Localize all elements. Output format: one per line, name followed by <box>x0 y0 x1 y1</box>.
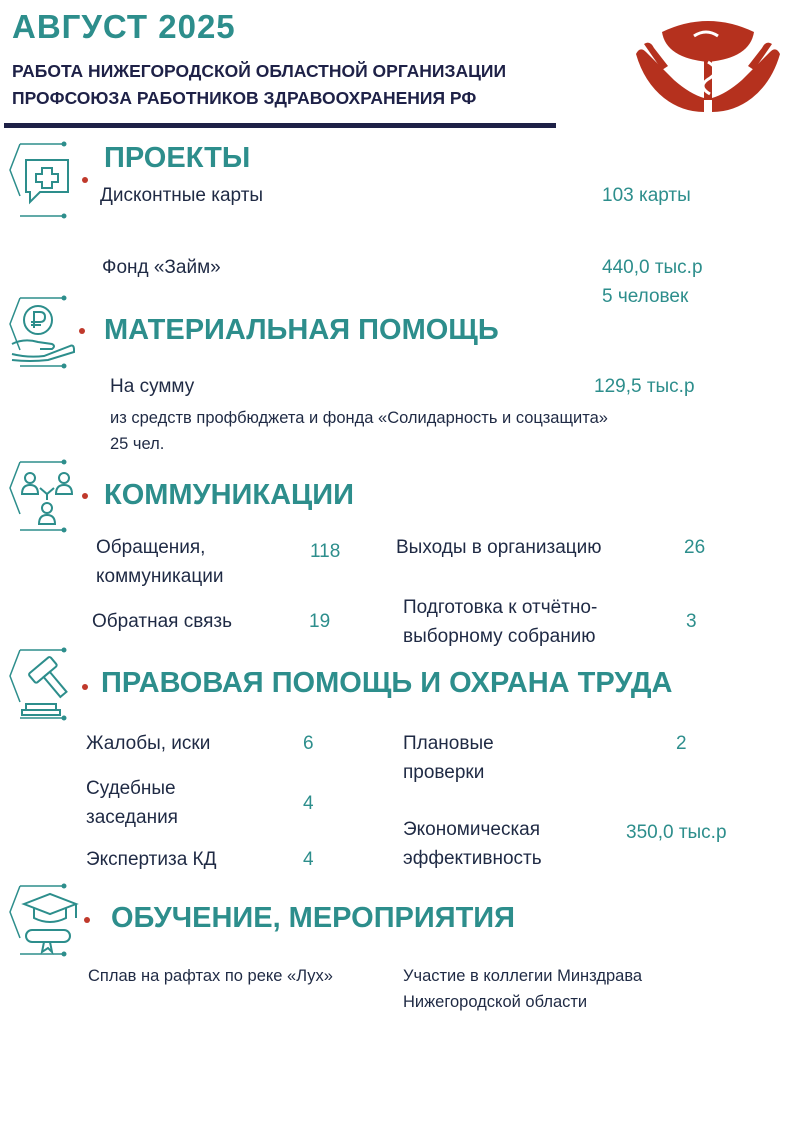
discount-cards-value: 103 карты <box>602 185 691 206</box>
page-title: АВГУСТ 2025 <box>12 8 236 45</box>
section-title-legal-aid: ПРАВОВАЯ ПОМОЩЬ И ОХРАНА ТРУДА <box>101 667 673 699</box>
efficiency-label-line-1: Экономическая <box>403 819 541 840</box>
efficiency-label-line-2: эффективность <box>403 848 542 869</box>
complaints-value: 6 <box>303 733 314 754</box>
meeting-prep-label-line-1: Подготовка к отчётно- <box>403 597 598 618</box>
section-title-projects: ПРОЕКТЫ <box>104 142 251 174</box>
bullet-projects <box>82 177 88 183</box>
feedback-label: Обратная связь <box>92 611 232 632</box>
visits-label: Выходы в организацию <box>396 537 602 558</box>
appeals-label-line-2: коммуникации <box>96 566 224 587</box>
section-title-communications: КОММУНИКАЦИИ <box>104 479 354 511</box>
appeals-value: 118 <box>310 541 341 562</box>
appeals-label-line-1: Обращения, <box>96 537 206 558</box>
section-title-education: ОБУЧЕНИЕ, МЕРОПРИЯТИЯ <box>111 902 515 934</box>
inspections-label-line-1: Плановые <box>403 733 494 754</box>
aid-sum-label: На сумму <box>110 376 195 397</box>
subtitle-line-1: РАБОТА НИЖЕГОРОДСКОЙ ОБЛАСТНОЙ ОРГАНИЗАЦИИ <box>12 61 507 81</box>
loan-fund-value: 440,0 тыс.р <box>602 257 703 278</box>
loan-fund-people: 5 человек <box>602 286 689 307</box>
meeting-prep-label-line-2: выборному собранию <box>403 626 596 647</box>
expertise-value: 4 <box>303 849 314 870</box>
rafting-event: Сплав на рафтах по реке «Лух» <box>88 967 333 985</box>
complaints-label: Жалобы, иски <box>86 733 211 754</box>
court-hearings-value: 4 <box>303 793 314 814</box>
people-network-icon <box>4 458 90 544</box>
meeting-prep-value: 3 <box>686 611 697 632</box>
graduation-cap-icon <box>4 882 90 968</box>
collegium-event-line-2: Нижегородской области <box>403 993 588 1011</box>
section-title-material-aid: МАТЕРИАЛЬНАЯ ПОМОЩЬ <box>104 314 499 346</box>
court-hearings-label-line-1: Судебные <box>86 778 176 799</box>
meeting-prep-label <box>403 593 597 651</box>
bullet-communications <box>82 493 88 499</box>
court-hearings-label <box>86 774 178 832</box>
inspections-label <box>403 729 494 787</box>
bullet-education <box>84 917 90 923</box>
expertise-label: Экспертиза КД <box>86 849 217 870</box>
page-subtitle <box>12 58 612 112</box>
subtitle-line-2: ПРОФСОЮЗА РАБОТНИКОВ ЗДРАВООХРАНЕНИЯ РФ <box>12 88 477 108</box>
collegium-event-line-1: Участие в коллегии Минздрава <box>403 967 643 985</box>
bullet-material <box>79 328 85 334</box>
ruble-hand-icon <box>4 294 90 380</box>
header-divider <box>4 123 556 128</box>
loan-fund-label: Фонд «Займ» <box>102 257 221 278</box>
inspections-value: 2 <box>676 733 687 754</box>
aid-sum-value: 129,5 тыс.р <box>594 376 695 397</box>
gavel-icon <box>4 646 90 732</box>
inspections-label-line-2: проверки <box>403 762 485 783</box>
bullet-legal <box>82 684 88 690</box>
medical-union-logo-icon <box>634 6 782 118</box>
efficiency-label <box>403 815 542 873</box>
aid-source-note: из средств профбюджета и фонда «Солидарность и соцзащита» <box>110 409 608 427</box>
court-hearings-label-line-2: заседания <box>86 807 178 828</box>
efficiency-value: 350,0 тыс.р <box>626 822 727 843</box>
visits-value: 26 <box>684 537 706 558</box>
medical-chat-icon <box>4 140 90 226</box>
feedback-value: 19 <box>309 611 331 632</box>
appeals-label <box>96 533 223 591</box>
discount-cards-label: Дисконтные карты <box>100 185 264 206</box>
collegium-event <box>403 963 642 1015</box>
aid-people-count: 25 чел. <box>110 435 165 453</box>
